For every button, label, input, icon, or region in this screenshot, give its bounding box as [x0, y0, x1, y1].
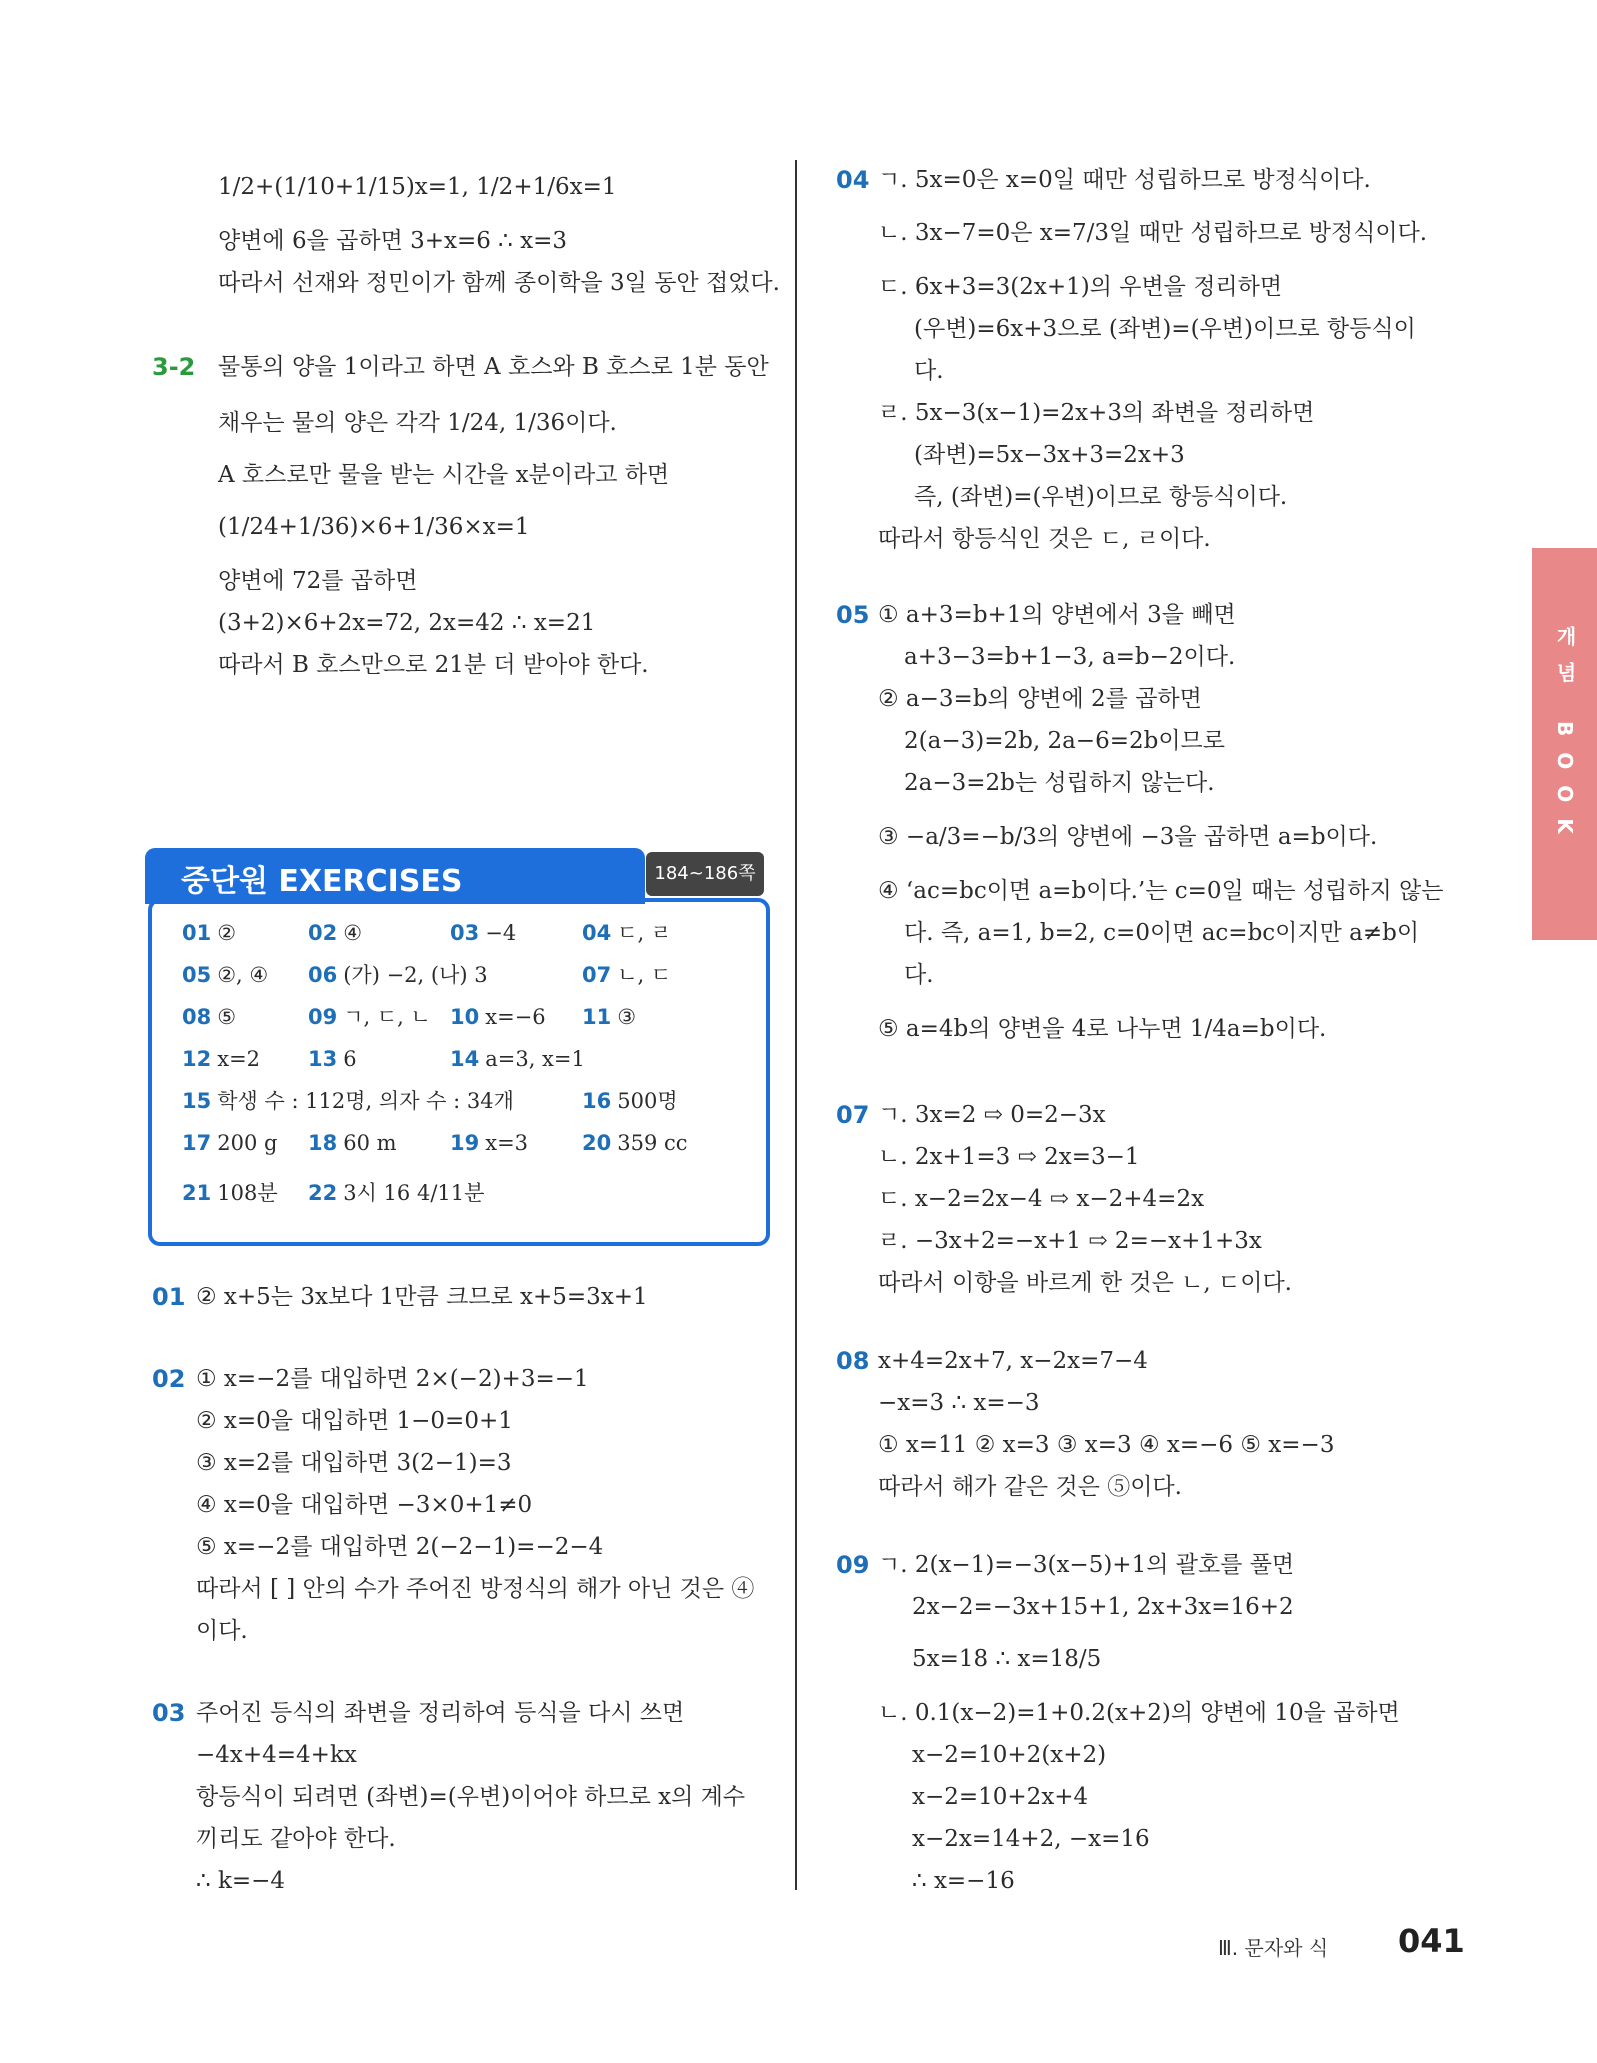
text-line: ④ x=0을 대입하면 −3×0+1≠0 — [196, 1492, 533, 1518]
problem-number: 3-2 — [152, 353, 196, 381]
text-line: ㄹ. 5x−3(x−1)=2x+3의 좌변을 정리하면 — [878, 400, 1315, 426]
text-line: 다. 즉, a=1, b=2, c=0이면 ac=bc이지만 a≠b이 — [904, 920, 1420, 946]
text-line: x−2x=14+2, −x=16 — [912, 1826, 1150, 1852]
text-line: ㄱ. 3x=2 ⇨ 0=2−3x — [878, 1102, 1106, 1128]
answer-item: 15 학생 수 : 112명, 의자 수 : 34개 — [182, 1089, 514, 1113]
answer-item: 02 ④ — [308, 921, 363, 945]
text-line: −4x+4=4+kx — [196, 1742, 357, 1768]
text-line: ④ ‘ac=bc이면 a=b이다.’는 c=0일 때는 성립하지 않는 — [878, 878, 1444, 904]
text-line: ㄱ. 2(x−1)=−3(x−5)+1의 괄호를 풀면 — [878, 1552, 1295, 1578]
text-line: ㄴ. 3x−7=0은 x=7/3일 때만 성립하므로 방정식이다. — [878, 220, 1428, 246]
text-line: ② x=0을 대입하면 1−0=0+1 — [196, 1408, 513, 1434]
answer-item: 04 ㄷ, ㄹ — [582, 921, 672, 945]
answer-item: 14 a=3, x=1 — [450, 1047, 585, 1071]
text-line: 2a−3=2b는 성립하지 않는다. — [904, 770, 1215, 796]
answer-item: 01 ② — [182, 921, 237, 945]
text-line: 따라서 [ ] 안의 수가 주어진 방정식의 해가 아닌 것은 ④ — [196, 1576, 755, 1602]
answer-item: 22 3시 16 4/11분 — [308, 1181, 485, 1205]
answer-item: 10 x=−6 — [450, 1005, 546, 1029]
problem-number: 07 — [836, 1101, 870, 1129]
text-line: 따라서 해가 같은 것은 ⑤이다. — [878, 1474, 1182, 1500]
text-line: 다. — [904, 962, 934, 988]
problem-number: 02 — [152, 1365, 186, 1393]
text-line: 따라서 선재와 정민이가 함께 종이학을 3일 동안 접었다. — [218, 270, 780, 296]
text-line: ③ x=2를 대입하면 3(2−1)=3 — [196, 1450, 512, 1476]
text-line: (1/24+1/36)×6+1/36×x=1 — [218, 514, 530, 540]
text-line: ㄴ. 2x+1=3 ⇨ 2x=3−1 — [878, 1144, 1140, 1170]
answer-item: 16 500명 — [582, 1089, 678, 1113]
text-line: x−2=10+2x+4 — [912, 1784, 1089, 1810]
text-line: ㄷ. x−2=2x−4 ⇨ x−2+4=2x — [878, 1186, 1205, 1212]
exercises-title: 중단원 EXERCISES — [181, 864, 463, 899]
answer-item: 21 108분 — [182, 1181, 278, 1205]
text-line: 따라서 항등식인 것은 ㄷ, ㄹ이다. — [878, 526, 1211, 552]
text-line: 2x−2=−3x+15+1, 2x+3x=16+2 — [912, 1594, 1294, 1620]
text-line: 끼리도 같아야 한다. — [196, 1826, 396, 1852]
text-line: ㄷ. 6x+3=3(2x+1)의 우변을 정리하면 — [878, 274, 1283, 300]
text-line: 2(a−3)=2b, 2a−6=2b이므로 — [904, 728, 1225, 754]
answer-item: 12 x=2 — [182, 1047, 261, 1071]
text-line: x−2=10+2(x+2) — [912, 1742, 1107, 1768]
problem-number: 08 — [836, 1347, 870, 1375]
text-line: ⑤ a=4b의 양변을 4로 나누면 1/4a=b이다. — [878, 1016, 1327, 1042]
problem-number: 04 — [836, 166, 870, 194]
text-line: ㄱ. 5x=0은 x=0일 때만 성립하므로 방정식이다. — [878, 167, 1371, 193]
text-line: 따라서 이항을 바르게 한 것은 ㄴ, ㄷ이다. — [878, 1270, 1292, 1296]
text-line: 1/2+(1/10+1/15)x=1, 1/2+1/6x=1 — [218, 174, 617, 200]
answer-item: 05 ②, ④ — [182, 963, 269, 987]
text-line: 양변에 72를 곱하면 — [218, 568, 418, 594]
problem-number: 05 — [836, 601, 870, 629]
answer-item: 13 6 — [308, 1047, 357, 1071]
side-tab — [1532, 548, 1597, 940]
text-line: −x=3 ∴ x=−3 — [878, 1390, 1040, 1416]
exercises-page-range: 184~186쪽 — [646, 852, 764, 896]
text-line: ① x=−2를 대입하면 2×(−2)+3=−1 — [196, 1366, 589, 1392]
answer-item: 08 ⑤ — [182, 1005, 237, 1029]
answer-item: 03 −4 — [450, 921, 517, 945]
exercises-header — [145, 848, 645, 904]
footer-chapter: Ⅲ. 문자와 식 — [1218, 1936, 1329, 1960]
text-line: ㄹ. −3x+2=−x+1 ⇨ 2=−x+1+3x — [878, 1228, 1262, 1254]
text-line: 채우는 물의 양은 각각 1/24, 1/36이다. — [218, 410, 617, 436]
text-line: 즉, (좌변)=(우변)이므로 항등식이다. — [914, 484, 1288, 510]
text-line: a+3−3=b+1−3, a=b−2이다. — [904, 644, 1236, 670]
text-line: ① x=11 ② x=3 ③ x=3 ④ x=−6 ⑤ x=−3 — [878, 1432, 1335, 1458]
answer-item: 06 (가) −2, (나) 3 — [308, 963, 488, 987]
text-line: (3+2)×6+2x=72, 2x=42 ∴ x=21 — [218, 610, 596, 636]
text-line: (우변)=6x+3으로 (좌변)=(우변)이므로 항등식이 — [914, 316, 1416, 342]
text-line: 다. — [914, 358, 944, 384]
text-line: ③ −a/3=−b/3의 양변에 −3을 곱하면 a=b이다. — [878, 824, 1378, 850]
text-line: 양변에 6을 곱하면 3+x=6 ∴ x=3 — [218, 228, 568, 254]
column-divider — [795, 160, 797, 1890]
answer-item: 17 200 g — [182, 1131, 278, 1155]
text-line: A 호스로만 물을 받는 시간을 x분이라고 하면 — [218, 462, 670, 488]
text-line: ∴ x=−16 — [912, 1868, 1015, 1894]
text-line: (좌변)=5x−3x+3=2x+3 — [914, 442, 1185, 468]
text-line: ① a+3=b+1의 양변에서 3을 빼면 — [878, 602, 1236, 628]
text-line: ② x+5는 3x보다 1만큼 크므로 x+5=3x+1 — [196, 1284, 648, 1310]
text-line: x+4=2x+7, x−2x=7−4 — [878, 1348, 1148, 1374]
answer-item: 07 ㄴ, ㄷ — [582, 963, 672, 987]
side-tab-label: 개념 BOOK — [1553, 626, 1577, 850]
text-line: 5x=18 ∴ x=18/5 — [912, 1646, 1102, 1672]
text-line: ㄴ. 0.1(x−2)=1+0.2(x+2)의 양변에 10을 곱하면 — [878, 1700, 1400, 1726]
page-number: 041 — [1398, 1922, 1465, 1960]
text-line: ② a−3=b의 양변에 2를 곱하면 — [878, 686, 1202, 712]
answer-item: 09 ㄱ, ㄷ, ㄴ — [308, 1005, 431, 1029]
text-line: 항등식이 되려면 (좌변)=(우변)이어야 하므로 x의 계수 — [196, 1784, 746, 1810]
text-line: 물통의 양을 1이라고 하면 A 호스와 B 호스로 1분 동안 — [218, 354, 769, 380]
problem-number: 09 — [836, 1551, 870, 1579]
text-line: 따라서 B 호스만으로 21분 더 받아야 한다. — [218, 652, 649, 678]
answer-item: 18 60 m — [308, 1131, 397, 1155]
text-line: ⑤ x=−2를 대입하면 2(−2−1)=−2−4 — [196, 1534, 604, 1560]
answer-item: 11 ③ — [582, 1005, 637, 1029]
problem-number: 03 — [152, 1699, 186, 1727]
problem-number: 01 — [152, 1283, 186, 1311]
answer-item: 20 359 cc — [582, 1131, 688, 1155]
answer-item: 19 x=3 — [450, 1131, 529, 1155]
text-line: 이다. — [196, 1618, 248, 1644]
text-line: 주어진 등식의 좌변을 정리하여 등식을 다시 쓰면 — [196, 1700, 685, 1726]
text-line: ∴ k=−4 — [196, 1868, 286, 1894]
